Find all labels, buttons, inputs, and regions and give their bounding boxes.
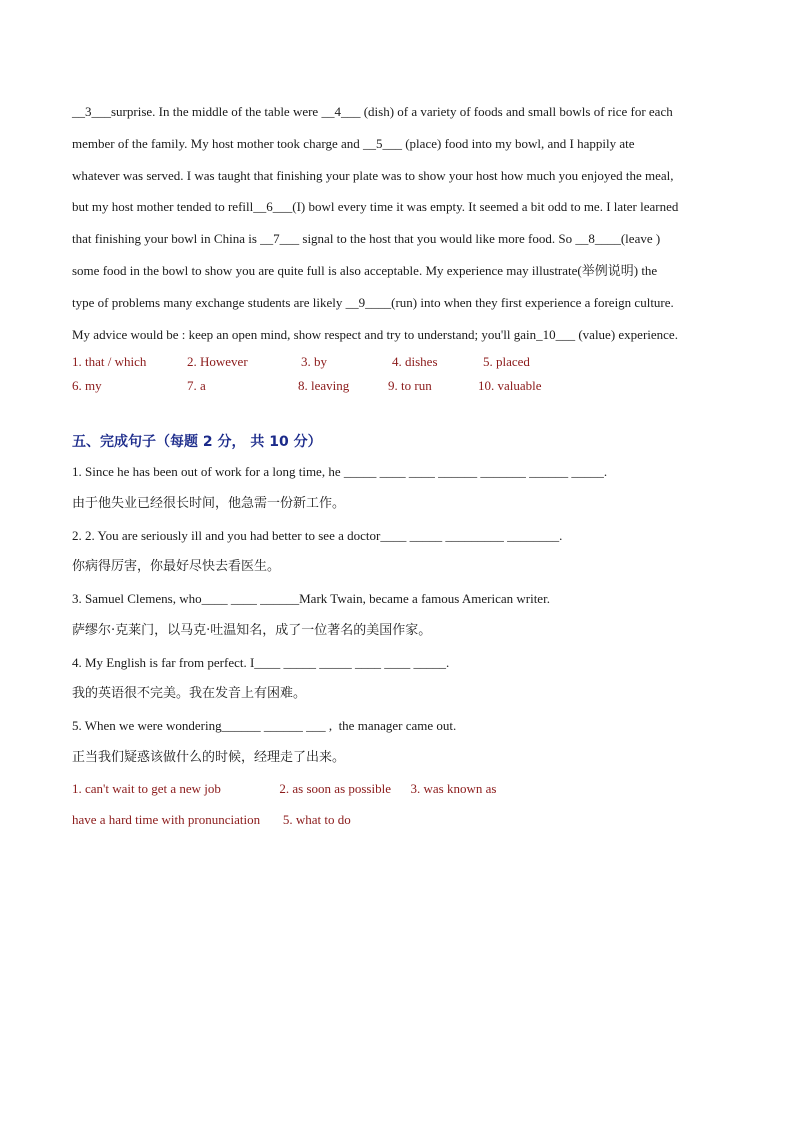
answer-item: 1. that / which (72, 354, 147, 370)
sentence-item: 5. When we were wondering______ ______ ___ , the manager came out. (72, 718, 457, 733)
answer-item: 7. a (187, 378, 206, 394)
answer-item: 6. my (72, 378, 102, 394)
passage-line: member of the family. My host mother took charge and __5___ (place) food into my bowl, and I happily ate (72, 135, 635, 151)
passage-line: whatever was served. I was taught that finishing your plate was to show your host how much you enjoyed the meal, (72, 167, 674, 183)
sentence-translation: 由于他失业已经很长时间，他急需一份新工作。 (72, 496, 346, 512)
answer-key-line: 1. can't wait to get a new job 2. as soon as possible 3. was known as (72, 781, 497, 797)
answer-row (72, 350, 724, 374)
cloze-answer-key (72, 350, 724, 398)
sentence-translation: 萨缪尔·克莱门，以马克·吐温知名，成了一位著名的美国作家。 (72, 622, 432, 638)
cloze-passage (72, 96, 724, 350)
sentence-translation: 正当我们疑惑该做什么的时候，经理走了出来。 (72, 749, 346, 765)
sentence-item: 4. My English is far from perfect. I____ _____ _____ ____ ____ _____. (72, 654, 450, 670)
answer-item: 3. by (301, 354, 327, 370)
sentence-translation: 我的英语很不完美。我在发音上有困难。 (72, 686, 307, 702)
sentence-item: 3. Samuel Clemens, who____ ____ ______Mark Twain, became a famous American writer. (72, 591, 550, 607)
passage-line: that finishing your bowl in China is __7___ signal to the host that you would like more food. So __8____(leave ) (72, 231, 661, 247)
answer-row (72, 374, 724, 398)
passage-line: type of problems many exchange students are likely __9____(run) into when they first experience a foreign culture. (72, 294, 674, 310)
answer-key-line: have a hard time with pronunciation 5. what to do (72, 812, 351, 828)
worksheet-page (72, 96, 724, 835)
passage-line: My advice would be : keep an open mind, show respect and try to understand; you'll gain_10___ (value) experience. (72, 326, 678, 342)
answer-item: 10. valuable (478, 378, 542, 394)
answer-item: 2. However (187, 354, 248, 370)
sentence-answer-key (72, 773, 724, 835)
passage-line: some food in the bowl to show you are quite full is also acceptable. My experience may illustrate(举例说明) the (72, 262, 658, 278)
answer-item: 9. to run (388, 378, 432, 394)
passage-line: but my host mother tended to refill__6___(I) bowl every time it was empty. It seemed a bit odd to me. I later learned (72, 199, 679, 215)
answer-item: 4. dishes (392, 354, 438, 370)
sentence-completion-list (72, 456, 724, 773)
section-title: 五、完成句子（每题 2 分， 共 10 分） (72, 434, 322, 451)
sentence-item: 1. Since he has been out of work for a long time, he _____ ____ ____ ______ _______ ______ _____. (72, 464, 608, 480)
sentence-translation: 你病得厉害，你最好尽快去看医生。 (72, 559, 281, 575)
sentence-item: 2. 2. You are seriously ill and you had better to see a doctor____ _____ _________ ________. (72, 527, 563, 543)
answer-item: 8. leaving (298, 378, 350, 394)
answer-item: 5. placed (483, 354, 530, 370)
passage-line: __3___surprise. In the middle of the table were __4___ (dish) of a variety of foods and small bowls of rice for each (72, 104, 673, 119)
